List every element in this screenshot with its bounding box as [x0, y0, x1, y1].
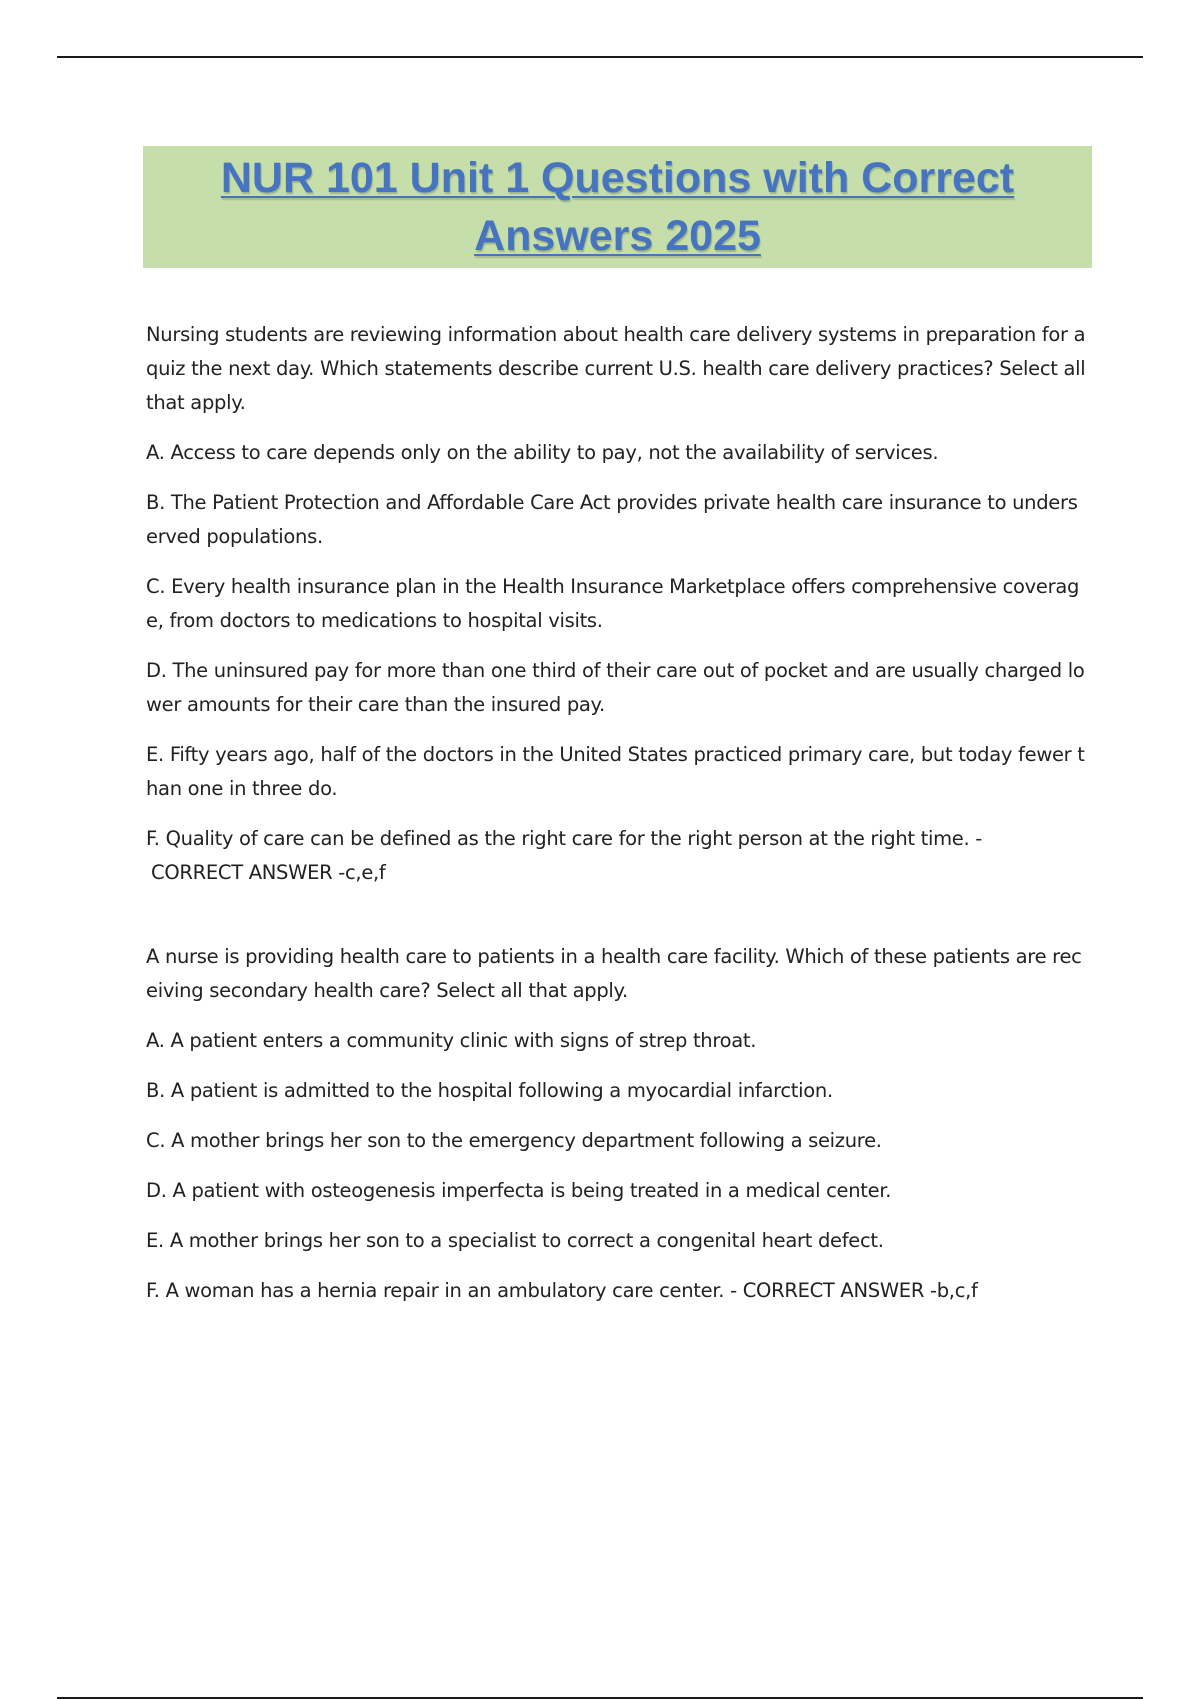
- answer-option-d: D. The uninsured pay for more than one third of their care out of pocket and are usually charged lower amounts for their care than the insured pay.: [146, 659, 1085, 716]
- question-1: [146, 318, 1086, 890]
- question-stem: A nurse is providing health care to patients in a health care facility. Which of these patients are receiving secondary health care? Select all that apply.: [146, 945, 1082, 1002]
- answer-option-f: F. A woman has a hernia repair in an ambulatory care center. - CORRECT ANSWER -b,c,f: [146, 1279, 978, 1302]
- document-body: [146, 318, 1086, 1324]
- answer-option-b: B. The Patient Protection and Affordable Care Act provides private health care insurance to underserved populations.: [146, 491, 1078, 548]
- answer-option-d: D. A patient with osteogenesis imperfecta is being treated in a medical center.: [146, 1179, 892, 1202]
- answer-option-e: E. Fifty years ago, half of the doctors in the United States practiced primary care, but today fewer than one in three do.: [146, 743, 1085, 800]
- top-divider: [57, 56, 1143, 58]
- answer-option-b: B. A patient is admitted to the hospital following a myocardial infarction.: [146, 1079, 833, 1102]
- title-banner: [143, 146, 1092, 268]
- bottom-divider: [57, 1697, 1143, 1699]
- answer-option-c: C. Every health insurance plan in the Health Insurance Marketplace offers comprehensive coverage, from doctors to medications to hospital visits.: [146, 575, 1080, 632]
- document-title-line-2: Answers 2025: [474, 212, 761, 260]
- answer-option-c: C. A mother brings her son to the emergency department following a seizure.: [146, 1129, 882, 1152]
- correct-answer: CORRECT ANSWER -c,e,f: [151, 861, 386, 884]
- document-title-line-1: NUR 101 Unit 1 Questions with Correct: [220, 154, 1015, 202]
- question-2: [146, 940, 1086, 1308]
- answer-option-f-text: F. Quality of care can be defined as the right care for the right person at the right time. -: [146, 827, 983, 850]
- question-stem: Nursing students are reviewing information about health care delivery systems in preparation for a quiz the next day. Which statements describe current U.S. health care delivery practices? Select all that apply.: [146, 323, 1086, 414]
- answer-option-a: A. Access to care depends only on the ability to pay, not the availability of services.: [146, 441, 939, 464]
- answer-option-e: E. A mother brings her son to a specialist to correct a congenital heart defect.: [146, 1229, 884, 1252]
- answer-option-a: A. A patient enters a community clinic with signs of strep throat.: [146, 1029, 757, 1052]
- question-spacer: [146, 890, 1086, 940]
- answer-option-f: [146, 822, 1086, 890]
